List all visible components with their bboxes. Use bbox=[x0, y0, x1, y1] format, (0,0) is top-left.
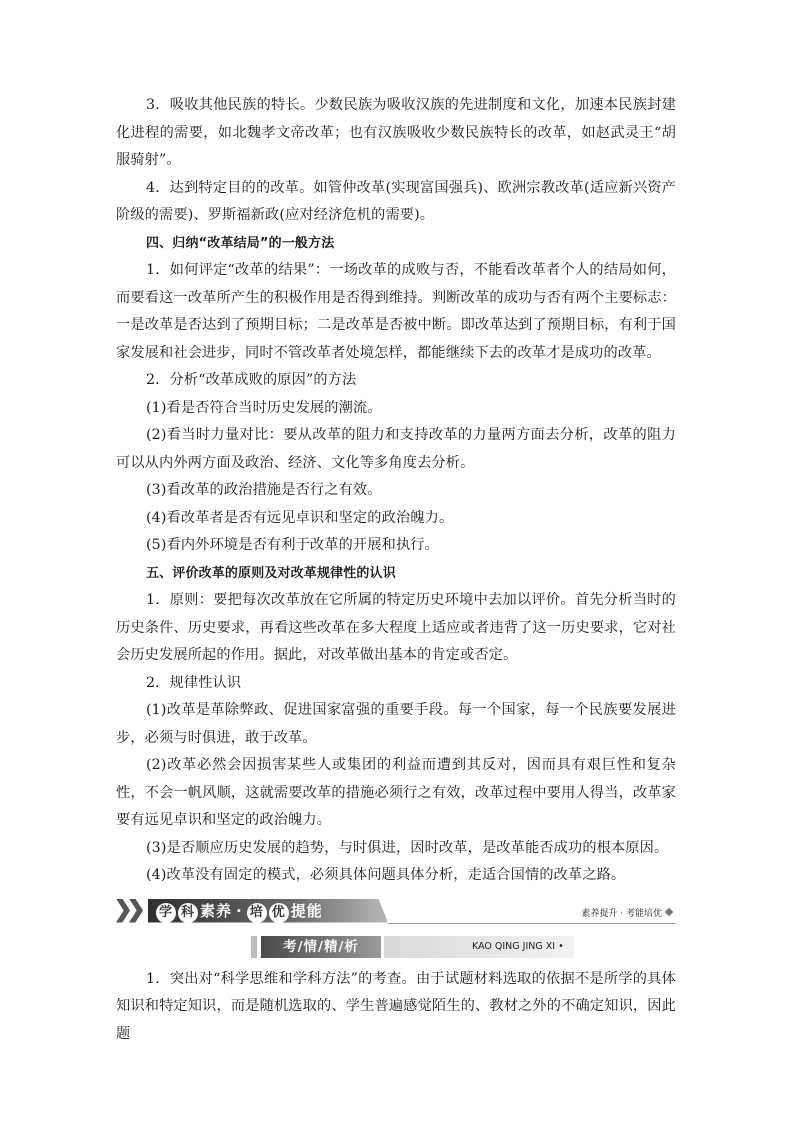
banner-char: 学 bbox=[156, 903, 176, 923]
paragraph: (1)改革是革除弊政、促进国家富强的重要手段。每一个国家，每一个民族要发展进步，必须与时俱进，敢于改革。 bbox=[116, 702, 676, 746]
paragraph-group-top bbox=[116, 92, 676, 890]
chevron-icon bbox=[129, 899, 143, 923]
paragraph: 1．原则：要把每次改革放在它所属的特定历史环境中去加以评价。首先分析当时的历史条件、历史要求，再看这些改革在多大程度上适应或者违背了这一历史要求，它对社会历史发展所起的作用。据此，对改革做出基本的肯定或否定。 bbox=[116, 592, 676, 663]
subsection-english-label bbox=[384, 936, 574, 958]
paragraph: 2．分析“改革成败的原因”的方法 bbox=[146, 372, 357, 388]
subsection-title: 考/情/精/析 bbox=[261, 936, 381, 958]
banner-title bbox=[156, 901, 323, 921]
document-body bbox=[116, 92, 676, 1048]
banner-separator: · bbox=[236, 901, 243, 920]
paragraph: 1．如何评定“改革的结果”：一场改革的成败与否，不能看改革者个人的结局如何，而要看这一改革所产生的积极作用是否得到维持。判断改革的成功与否有两个主要标志：一是改革是否达到了预期目标；二是改革是否被中断。即改革达到了预期目标，有利于国家发展和社会进步，同时不管改革者处境怎样，都能继续下去的改革才是成功的改革。 bbox=[116, 262, 676, 361]
paragraph: (3)是否顺应历史发展的趋势，与时俱进，因时改革，是改革能否成功的根本原因。 bbox=[146, 839, 669, 856]
paragraph: (3)看改革的政治措施是否行之有效。 bbox=[146, 482, 382, 498]
paragraph: 3．吸收其他民族的特长。少数民族为吸收汉族的先进制度和文化，加速本民族封建化进程的需要，如北魏孝文帝改革；也有汉族吸收少数民族特长的改革，如赵武灵王“胡服骑射”。 bbox=[116, 97, 676, 168]
banner-char: 科 bbox=[178, 903, 198, 923]
bullet-icon: • bbox=[558, 940, 564, 952]
banner-char: 培 bbox=[247, 903, 267, 923]
paragraph: 2．规律性认识 bbox=[146, 674, 242, 691]
paragraph: (2)看当时力量对比：要从改革的阻力和支持改革的力量两方面去分析，改革的阻力可以从内外两方面及政治、经济、文化等多角度去分析。 bbox=[116, 427, 676, 471]
paragraph: 4．达到特定目的的改革。如管仲改革(实现富国强兵)、欧洲宗教改革(适应新兴资产阶级的需要)、罗斯福新政(应对经济危机的需要)。 bbox=[116, 179, 676, 223]
paragraph: (5)看内外环境是否有利于改革的开展和执行。 bbox=[146, 537, 439, 553]
paragraph-group-bottom bbox=[116, 966, 676, 1049]
paragraph: (2)改革必然会因损害某些人或集团的利益而遭到其反对，因而具有艰巨性和复杂性，不会一帆风顺，这就需要改革的措施必须行之有效，改革过程中要用人得当，改革家要有远见卓识和坚定的政治魄力。 bbox=[116, 757, 676, 828]
paragraph: (4)改革没有固定的模式，必须具体问题具体分析，走适合国情的改革之路。 bbox=[146, 867, 626, 883]
diamond-icon bbox=[665, 907, 673, 915]
banner-text: 素养 bbox=[200, 901, 233, 920]
paragraph: 1．突出对“科学思维和学科方法”的考查。由于试题材料选取的依据不是所学的具体知识和特定知识，而是随机选取的、学生普遍感觉陌生的、教材之外的不确定知识，因此题 bbox=[116, 970, 676, 1042]
subsection-header bbox=[116, 932, 676, 962]
section-heading: 四、归纳“改革结局”的一般方法 bbox=[146, 235, 335, 251]
section-heading: 五、评价改革的原则及对改革规律性的认识 bbox=[146, 565, 396, 581]
banner-right-label bbox=[581, 906, 672, 919]
section-banner bbox=[116, 896, 676, 930]
banner-rule bbox=[388, 923, 676, 924]
chevron-icon bbox=[116, 899, 130, 923]
paragraph: (4)看改革者是否有远见卓识和坚定的政治魄力。 bbox=[146, 509, 454, 526]
subsection-english-text: KAO QING JING XI bbox=[472, 940, 556, 952]
paragraph: (1)看是否符合当时历史发展的潮流。 bbox=[146, 399, 382, 416]
banner-text: 提能 bbox=[290, 901, 323, 920]
banner-char: 优 bbox=[269, 903, 289, 923]
banner-right-text: 素养提升 · 考能培优 bbox=[581, 908, 662, 919]
